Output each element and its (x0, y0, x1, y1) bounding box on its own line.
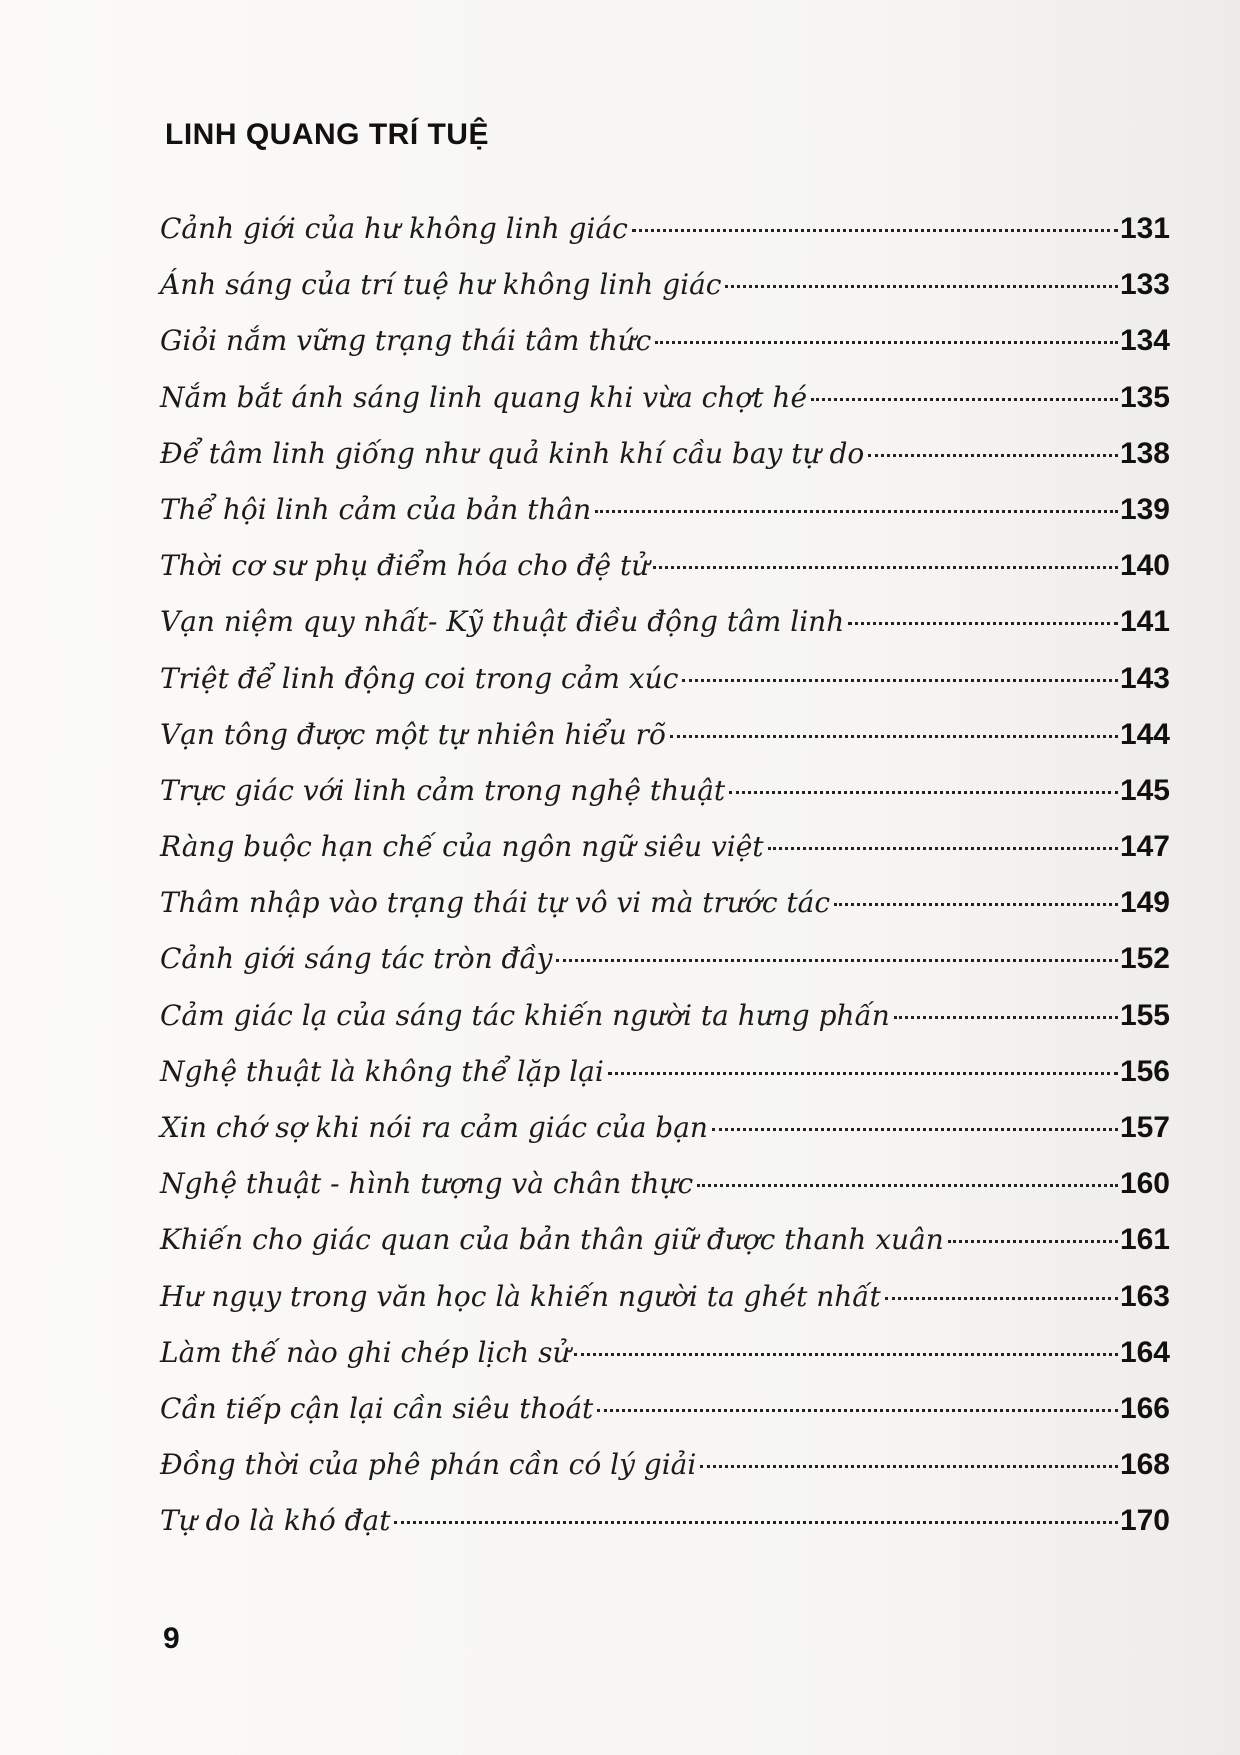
toc-entry-title: Làm thế nào ghi chép lịch sử (160, 1335, 571, 1369)
toc-leader-dots (894, 1016, 1118, 1019)
toc-entry-page: 160 (1119, 1167, 1170, 1201)
toc-entry (160, 999, 1170, 1055)
toc-entry-page: 168 (1119, 1448, 1170, 1482)
toc-leader-dots (712, 1128, 1118, 1131)
toc-entry-title: Tự do là khó đạt (160, 1504, 391, 1538)
toc-entry-page: 170 (1119, 1504, 1170, 1538)
toc-entry (160, 381, 1170, 437)
toc-entry-title: Hư ngụy trong văn học là khiến người ta ghét nhất (160, 1279, 881, 1313)
toc-entry-title: Giỏi nắm vững trạng thái tâm thức (160, 324, 652, 358)
toc-leader-dots (868, 454, 1118, 457)
toc-entry (160, 1392, 1170, 1448)
toc-entry-page: 141 (1119, 605, 1170, 639)
toc-entry (160, 662, 1170, 718)
toc-leader-dots (595, 510, 1118, 513)
toc-leader-dots (811, 398, 1118, 401)
toc-entry-page: 143 (1119, 661, 1170, 695)
toc-entry-page: 131 (1119, 212, 1170, 245)
toc-leader-dots (632, 229, 1118, 232)
toc-leader-dots (670, 735, 1118, 738)
toc-entry (160, 886, 1170, 942)
toc-entry-title: Nghệ thuật - hình tượng và chân thực (160, 1167, 694, 1201)
toc-leader-dots (885, 1297, 1118, 1300)
toc-entry-title: Cảm giác lạ của sáng tác khiến người ta hưng phấn (160, 998, 890, 1032)
toc-leader-dots (574, 1353, 1117, 1356)
toc-entry-page: 145 (1119, 773, 1170, 807)
toc-leader-dots (948, 1240, 1118, 1243)
table-of-contents (160, 212, 1170, 1561)
toc-entry-page: 139 (1119, 492, 1170, 526)
toc-leader-dots (556, 959, 1117, 962)
toc-entry-page: 149 (1119, 886, 1170, 920)
toc-leader-dots (682, 679, 1118, 682)
toc-entry-page: 152 (1119, 942, 1170, 976)
toc-entry-page: 133 (1119, 268, 1170, 302)
toc-entry-page: 161 (1119, 1223, 1170, 1257)
toc-entry-title: Trực giác với linh cảm trong nghệ thuật (160, 773, 726, 807)
toc-leader-dots (608, 1072, 1118, 1075)
page-number: 9 (163, 1622, 180, 1655)
toc-entry-title: Khiến cho giác quan của bản thân giữ được thanh xuân (160, 1223, 944, 1257)
toc-entry-page: 166 (1119, 1391, 1170, 1425)
toc-leader-dots (697, 1184, 1118, 1187)
toc-entry-title: Xin chớ sợ khi nói ra cảm giác của bạn (160, 1111, 708, 1144)
toc-leader-dots (768, 847, 1118, 850)
toc-leader-dots (834, 903, 1118, 906)
toc-entry (160, 324, 1170, 380)
toc-entry (160, 1111, 1170, 1167)
toc-entry-title: Cần tiếp cận lại cần siêu thoát (160, 1391, 594, 1425)
toc-entry-title: Nắm bắt ánh sáng linh quang khi vừa chợt hé (160, 380, 808, 414)
toc-entry-title: Nghệ thuật là không thể lặp lại (160, 1054, 604, 1088)
toc-entry-title: Thâm nhập vào trạng thái tự vô vi mà trước tác (160, 886, 831, 920)
toc-entry (160, 1055, 1170, 1111)
running-header: LINH QUANG TRÍ TUỆ (165, 118, 489, 151)
toc-entry (160, 1167, 1170, 1223)
toc-entry-title: Vạn niệm quy nhất- Kỹ thuật điều động tâm linh (160, 605, 845, 639)
toc-entry-page: 155 (1119, 998, 1170, 1032)
toc-entry (160, 549, 1170, 605)
toc-entry-title: Cảnh giới sáng tác tròn đầy (160, 942, 553, 976)
toc-entry-page: 163 (1119, 1279, 1170, 1313)
toc-entry (160, 1223, 1170, 1279)
toc-leader-dots (394, 1521, 1117, 1524)
toc-entry (160, 830, 1170, 886)
toc-entry-page: 135 (1119, 380, 1170, 414)
toc-entry (160, 1448, 1170, 1504)
toc-entry-page: 156 (1119, 1054, 1170, 1088)
toc-entry (160, 774, 1170, 830)
toc-entry (160, 1280, 1170, 1336)
toc-entry (160, 493, 1170, 549)
toc-leader-dots (725, 285, 1117, 288)
toc-entry-page: 157 (1119, 1111, 1170, 1144)
toc-entry-title: Ràng buộc hạn chế của ngôn ngữ siêu việt (160, 830, 764, 864)
toc-entry-page: 164 (1119, 1335, 1170, 1369)
toc-entry-title: Thời cơ sư phụ điểm hóa cho đệ tử (160, 549, 650, 583)
toc-entry-title: Để tâm linh giống như quả kinh khí cầu bay tự do (160, 436, 865, 470)
toc-entry-title: Vạn tông được một tự nhiên hiểu rõ (160, 717, 666, 751)
toc-entry-title: Cảnh giới của hư không linh giác (160, 212, 628, 245)
toc-entry-title: Triệt để linh động coi trong cảm xúc (160, 661, 679, 695)
toc-leader-dots (848, 622, 1118, 625)
toc-leader-dots (655, 341, 1118, 344)
toc-entry-title: Đồng thời của phê phán cần có lý giải (160, 1448, 697, 1482)
toc-entry (160, 942, 1170, 998)
toc-entry-title: Ánh sáng của trí tuệ hư không linh giác (160, 268, 722, 302)
toc-entry (160, 718, 1170, 774)
toc-entry-page: 138 (1119, 436, 1170, 470)
toc-entry-page: 147 (1119, 830, 1170, 864)
toc-entry (160, 212, 1170, 268)
toc-entry (160, 437, 1170, 493)
toc-entry (160, 1504, 1170, 1560)
toc-entry-page: 134 (1119, 324, 1170, 358)
toc-entry (160, 605, 1170, 661)
toc-leader-dots (700, 1465, 1118, 1468)
toc-entry-page: 140 (1119, 549, 1170, 583)
toc-leader-dots (597, 1409, 1118, 1412)
toc-entry-title: Thể hội linh cảm của bản thân (160, 492, 592, 526)
toc-entry (160, 268, 1170, 324)
toc-leader-dots (653, 566, 1118, 569)
toc-leader-dots (729, 791, 1118, 794)
toc-entry-page: 144 (1119, 717, 1170, 751)
toc-entry (160, 1336, 1170, 1392)
